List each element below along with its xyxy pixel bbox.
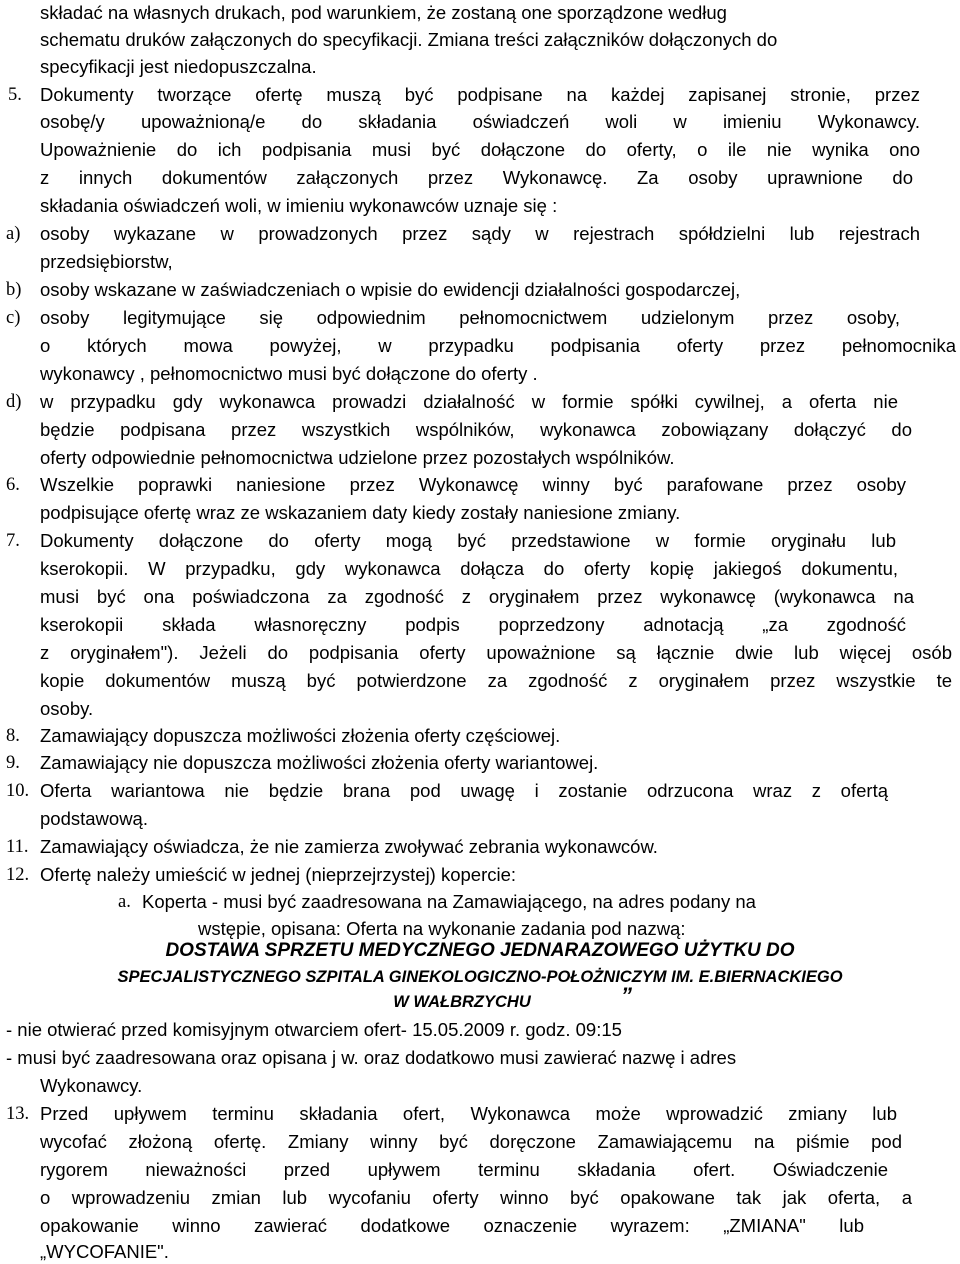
item-10-line: podstawową.	[40, 808, 148, 829]
item-5c-marker: c)	[6, 308, 21, 328]
item-6-line: Wszelkie poprawki naniesione przez Wykonawcę winny być parafowane przez osoby	[40, 474, 906, 495]
item-5d-line: oferty odpowiednie pełnomocnictwa udzielone przez pozostałych wspólników.	[40, 447, 675, 468]
contract-title-line-2: SPECJALISTYCZNEGO SZPITALA GINEKOLOGICZNO-POŁOŻNICZYM IM. E.BIERNACKIEGO	[117, 968, 843, 986]
intro-line-3: specyfikacji jest niedopuszczalna.	[40, 56, 317, 77]
item-7-line: kopie dokumentów muszą być potwierdzone za zgodność z oryginałem przez wszystkie te	[40, 670, 952, 691]
item-5-line: składania oświadczeń woli, w imieniu wykonawców uznaje się :	[40, 195, 558, 216]
item-5c-line: osoby legitymujące się odpowiednim pełnomocnictwem udzielonym przez osoby,	[40, 307, 900, 328]
item-12-marker: 12.	[6, 865, 30, 885]
item-13-line: wycofać złożoną ofertę. Zmiany winny być doręczone Zamawiającemu na piśmie pod	[40, 1131, 902, 1152]
item-8-line: Zamawiający dopuszcza możliwości złożenia oferty częściowej.	[40, 725, 561, 746]
item-5-line: Upoważnienie do ich podpisania musi być dołączone do oferty, o ile nie wynika ono	[40, 139, 920, 160]
item-7-line: z oryginałem"). Jeżeli do podpisania oferty upoważnione są łącznie dwie lub więcej osób	[40, 642, 952, 663]
item-6-marker: 6.	[6, 475, 20, 495]
item-10-line: Oferta wariantowa nie będzie brana pod uwagę i zostanie odrzucona wraz z ofertą	[40, 780, 888, 801]
contract-title-line-3: W WAŁBRZYCHU	[393, 993, 531, 1011]
item-5d-line: w przypadku gdy wykonawca prowadzi działalność w formie spółki cywilnej, a oferta nie	[40, 391, 898, 412]
item-5b-line: osoby wskazane w zaświadczeniach o wpisie do ewidencji działalności gospodarczej,	[40, 279, 741, 300]
contract-title-line-1: DOSTAWA SPRZETU MEDYCZNEGO JEDNARAZOWEGO UŻYTKU DO	[165, 940, 795, 961]
item-12a-line: wstępie, opisana: Oferta na wykonanie zadania pod nazwą:	[198, 918, 686, 939]
item-6-line: podpisujące ofertę wraz ze wskazaniem daty kiedy zostały naniesione zmiany.	[40, 502, 681, 523]
item-7-line: Dokumenty dołączone do oferty mogą być przedstawione w formie oryginału lub	[40, 530, 896, 551]
item-7-line: kserokopii. W przypadku, gdy wykonawca dołącza do oferty kopię jakiegoś dokumentu,	[40, 558, 898, 579]
item-5c-line: wykonawcy , pełnomocnictwo musi być dołączone do oferty .	[40, 363, 538, 384]
item-5a-line: przedsiębiorstw,	[40, 251, 173, 272]
item-12a-marker: a.	[118, 892, 131, 912]
item-13-line: o wprowadzeniu zmian lub wycofaniu oferty winno być opakowane tak jak oferta, a	[40, 1187, 912, 1208]
item-8-marker: 8.	[6, 726, 20, 746]
item-7-line: musi być ona poświadczona za zgodność z oryginałem przez wykonawcę (wykonawca na	[40, 586, 914, 607]
item-5-marker: 5.	[8, 85, 22, 105]
item-5c-line: o których mowa powyżej, w przypadku podpisania oferty przez pełnomocnika	[40, 335, 956, 356]
item-7-marker: 7.	[6, 531, 20, 551]
item-5d-line: będzie podpisana przez wszystkich wspólników, wykonawca zobowiązany dołączyć do	[40, 419, 912, 440]
item-5-line: z innych dokumentów załączonych przez Wykonawcę. Za osoby uprawnione do	[40, 167, 913, 188]
note-line: Wykonawcy.	[40, 1075, 143, 1096]
item-7-line: osoby.	[40, 698, 94, 719]
item-13-line: „WYCOFANIE".	[40, 1241, 169, 1262]
item-5-line: Dokumenty tworzące ofertę muszą być podpisane na każdej zapisanej stronie, przez	[40, 84, 920, 105]
item-10-marker: 10.	[6, 781, 30, 801]
item-11-marker: 11.	[6, 837, 29, 857]
intro-line-2: schematu druków załączonych do specyfikacji. Zmiana treści załączników dołączonych do	[40, 29, 778, 50]
intro-line-1: składać na własnych drukach, pod warunkiem, że zostaną one sporządzone według	[40, 2, 727, 23]
item-7-line: kserokopii składa własnoręczny podpis poprzedzony adnotacją „za zgodność	[40, 614, 906, 635]
item-13-line: Przed upływem terminu składania ofert, Wykonawca może wprowadzić zmiany lub	[40, 1103, 897, 1124]
item-5b-marker: b)	[6, 280, 22, 300]
item-12a-line: Koperta - musi być zaadresowana na Zamawiającego, na adres podany na	[142, 891, 756, 912]
item-5a-line: osoby wykazane w prowadzonych przez sądy w rejestrach spółdzielni lub rejestrach	[40, 223, 920, 244]
item-13-marker: 13.	[6, 1104, 30, 1124]
item-11-line: Zamawiający oświadcza, że nie zamierza zwoływać zebrania wykonawców.	[40, 836, 658, 857]
item-5d-marker: d)	[6, 392, 22, 412]
item-5a-marker: a)	[6, 224, 21, 244]
note-line: - nie otwierać przed komisyjnym otwarciem ofert- 15.05.2009 r. godz. 09:15	[6, 1019, 622, 1040]
item-13-line: rygorem nieważności przed upływem terminu składania ofert. Oświadczenie	[40, 1159, 888, 1180]
note-line: - musi być zaadresowana oraz opisana j w. oraz dodatkowo musi zawierać nazwę i adres	[6, 1047, 737, 1068]
item-13-line: opakowanie winno zawierać dodatkowe oznaczenie wyrazem: „ZMIANA" lub	[40, 1215, 864, 1236]
item-5-line: osobę/y upoważnioną/e do składania oświadczeń woli w imieniu Wykonawcy.	[40, 111, 920, 132]
item-9-marker: 9.	[6, 753, 20, 773]
item-9-line: Zamawiający nie dopuszcza możliwości złożenia oferty wariantowej.	[40, 752, 599, 773]
closing-quote: ”	[621, 983, 632, 1008]
item-12-line: Ofertę należy umieścić w jednej (nieprzejrzystej) kopercie:	[40, 864, 517, 885]
